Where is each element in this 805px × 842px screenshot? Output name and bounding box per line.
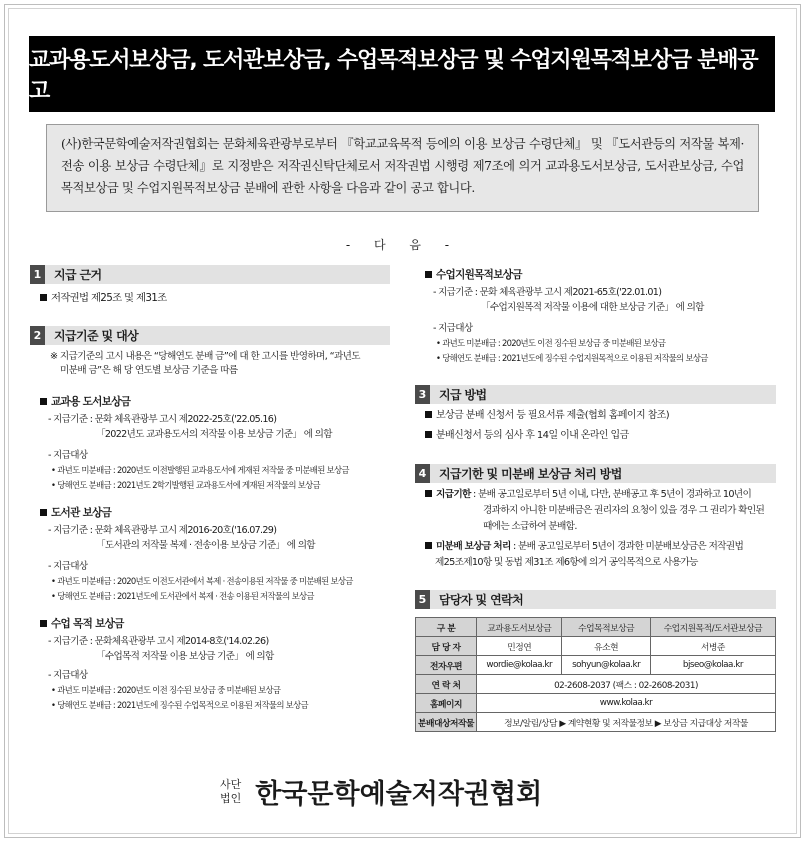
section-title: 지급 근거 (54, 268, 102, 282)
deadline-text: 때에는 소급하여 분배함. (483, 521, 577, 532)
textbook-title (40, 394, 390, 410)
table-header-cell: 수업목적보상금 (562, 618, 650, 637)
target-label: - 지급대상 (48, 450, 88, 461)
contact-table (415, 617, 776, 732)
class-block (30, 604, 390, 713)
target-line: • 당해연도 분배금 : 2021년도 2학기발행된 교과용도서에 게재된 저작물의 보상금 (51, 480, 320, 490)
target-line: • 당해연도 분배금 : 2021년도에 징수된 수업목적으로 이용된 저작물의 보상금 (51, 700, 308, 710)
deadline-text: : 분배 공고일로부터 5년 이내, 다만, 분배공고 후 5년이 경과하고 10년이 (470, 489, 752, 500)
phone-value: 02-2608-2037 (팩스 : 02-2608-2031) (477, 675, 776, 694)
left-column (30, 265, 390, 713)
row-label: 전자우편 (416, 656, 477, 675)
table-row (416, 694, 776, 713)
section-title: 담당자 및 연락처 (439, 593, 524, 607)
section-5-header (415, 590, 776, 609)
method-text: 보상금 분배 신청서 등 필요서류 제출(협회 홈페이지 참조) (436, 410, 670, 421)
unpaid-text: : 분배 공고일로부터 5년이 경과한 미분배보상금은 저작권법 (510, 541, 744, 552)
support-title (425, 267, 776, 283)
row-label: 연 락 처 (416, 675, 477, 694)
table-cell: 민정연 (477, 637, 562, 656)
section-1-body (30, 284, 390, 306)
table-row (416, 713, 776, 732)
method-item (425, 407, 776, 424)
email-link[interactable]: sohyun@kolaa.kr (562, 656, 650, 675)
table-cell: 서병준 (650, 637, 775, 656)
table-header-cell: 교과용도서보상금 (477, 618, 562, 637)
standard-line: - 지급기준 : 문화 체육관광부 고시 제2022-25호('22.05.16) (48, 414, 277, 425)
row-label: 홈페이지 (416, 694, 477, 713)
table-cell: 유소현 (562, 637, 650, 656)
homepage-link[interactable]: www.kolaa.kr (477, 694, 776, 713)
bullet-square-icon (425, 411, 432, 418)
table-row (416, 637, 776, 656)
section-number: 4 (415, 464, 430, 483)
deadline-text: 경과하지 아니한 미분배금은 권리자의 요청이 있을 경우 그 권리가 확인된 (483, 505, 765, 516)
sub-title: 수업 목적 보상금 (51, 618, 124, 630)
row-label: 분배대상저작물 (416, 713, 477, 732)
intro-paragraph: (사)한국문학예술저작권협회는 문화체육관광부로부터 『학교교육목적 등에의 이용 보상금 수령단체』 및 『도서관등의 저작물 복제·전송 이용 보상금 수령단체』로 지정받은 저작권신탁단체로서 저작권법 시행령 제7조에 의거 교과용도서보상금, 도서관보상금, 수업목적보상금 및 수업지원목적보상금 분배에 관한 사항을 다음과 같이 공고 합니다. (46, 124, 759, 212)
method-text: 분배신청서 등의 심사 후 14일 이내 온라인 입금 (436, 430, 629, 441)
table-row (416, 618, 776, 637)
unpaid-text: 제25조제10항 및 동법 제31조 제6항에 의거 공익목적으로 사용가능 (435, 557, 698, 568)
bullet-square-icon (425, 431, 432, 438)
section-3-header (415, 385, 776, 404)
section-title: 지급기준 및 대상 (54, 329, 139, 343)
note-line: 미분배 금”은 해 당 연도별 보상금 기준을 따름 (60, 365, 238, 376)
section-4-body (415, 483, 776, 571)
unpaid-label: 미분배 보상금 처리 (436, 541, 511, 552)
section-4-header (415, 464, 776, 483)
right-column (415, 265, 776, 732)
organization-name: 한국문학예술저작권협회 (255, 779, 543, 810)
section-2-header (30, 326, 390, 345)
standard-line: - 지급기준 : 문화 체육관광부 고시 제2016-20호('16.07.29) (48, 525, 277, 536)
target-line: • 과년도 미분배금 : 2020년도 이전 징수된 보상금 중 미분배된 보상금 (51, 685, 281, 695)
table-row (416, 656, 776, 675)
basis-item (40, 291, 390, 306)
table-header-cell: 수업지원목적/도서관보상금 (650, 618, 775, 637)
library-block (30, 493, 390, 604)
table-row (416, 675, 776, 694)
target-line: • 과년도 미분배금 : 2020년도 이전발행된 교과용도서에 게재된 저작물 중 미분배된 보상금 (51, 465, 349, 475)
note-line: ※ 지급기준의 고시 내용은 “당해연도 분배 금”에 대 한 고시를 반영하며, “과년도 (50, 351, 360, 362)
basis-text: 저작권법 제25조 및 제31조 (51, 292, 167, 304)
standard-line: 「수업목적 저작물 이용 보상금 기준」 에 의함 (96, 651, 274, 662)
legal-form-top: 사단 (220, 777, 242, 791)
section-number: 1 (30, 265, 45, 284)
bullet-square-icon (425, 490, 432, 497)
unpaid-line (425, 539, 776, 555)
target-line: • 당해연도 분배금 : 2021년도에 도서관에서 복제 · 전송 이용된 저작물의 보상금 (51, 591, 314, 601)
footer (220, 772, 542, 811)
textbook-block (30, 378, 390, 493)
target-label: - 지급대상 (48, 561, 88, 572)
email-link[interactable]: bjseo@kolaa.kr (650, 656, 775, 675)
table-header-cell: 구 분 (416, 618, 477, 637)
deadline-line (425, 487, 776, 503)
standard-line: 「수업지원목적 저작물 이용에 대한 보상금 기준」 에 의함 (481, 302, 704, 313)
support-block (415, 265, 776, 366)
method-item (425, 427, 776, 444)
bullet-square-icon (40, 398, 47, 405)
target-label: - 지급대상 (433, 323, 473, 334)
row-label: 담 당 자 (416, 637, 477, 656)
legal-form-bottom: 법인 (220, 791, 242, 805)
section-number: 2 (30, 326, 45, 345)
bullet-square-icon (40, 509, 47, 516)
sub-title: 도서관 보상금 (51, 507, 112, 519)
section-title: 지급 방법 (439, 388, 487, 402)
section-2-note (30, 345, 390, 378)
section-number: 3 (415, 385, 430, 404)
section-title: 지급기한 및 미분배 보상금 처리 방법 (439, 467, 622, 481)
bullet-square-icon (425, 271, 432, 278)
bullet-square-icon (425, 542, 432, 549)
standard-line: 「2022년도 교과용도서의 저작물 이용 보상금 기준」 에 의함 (96, 429, 332, 440)
section-1-header (30, 265, 390, 284)
target-line: • 과년도 미분배금 : 2020년도 이전도서관에서 복제 · 전송이용된 저작물 중 미분배된 보상금 (51, 576, 353, 586)
library-title (40, 505, 390, 521)
standard-line: - 지급기준 : 문화 체육관광부 고시 제2021-65호('22.01.01) (433, 287, 662, 298)
bullet-square-icon (40, 620, 47, 627)
bullet-square-icon (40, 294, 47, 301)
class-title (40, 616, 390, 632)
target-line: • 과년도 미분배금 : 2020년도 이전 징수된 보상금 중 미분배된 보상금 (436, 338, 666, 348)
divider-heading: - 다 음 - (345, 238, 460, 252)
email-link[interactable]: wordie@kolaa.kr (477, 656, 562, 675)
sub-title: 교과용 도서보상금 (51, 396, 131, 408)
standard-line: - 지급기준 : 문화체육관광부 고시 제2014-8호('14.02.26) (48, 636, 269, 647)
section-number: 5 (415, 590, 430, 609)
sub-title: 수업지원목적보상금 (436, 269, 522, 281)
target-line: • 당해연도 분배금 : 2021년도에 징수된 수업지원목적으로 이용된 저작물의 보상금 (436, 353, 708, 363)
page-title: 교과용도서보상금, 도서관보상금, 수업목적보상금 및 수업지원목적보상금 분배공고 (29, 36, 775, 112)
section-3-body (415, 404, 776, 444)
lookup-path: 정보/알림/상담 ▶ 계약현황 및 저작물정보 ▶ 보상금 지급대상 저작물 (477, 713, 776, 732)
legal-form (220, 778, 241, 806)
target-label: - 지급대상 (48, 670, 88, 681)
standard-line: 「도서관의 저작물 복제 · 전송이용 보상금 기준」 에 의함 (96, 540, 315, 551)
deadline-label: 지급기한 (436, 489, 471, 500)
